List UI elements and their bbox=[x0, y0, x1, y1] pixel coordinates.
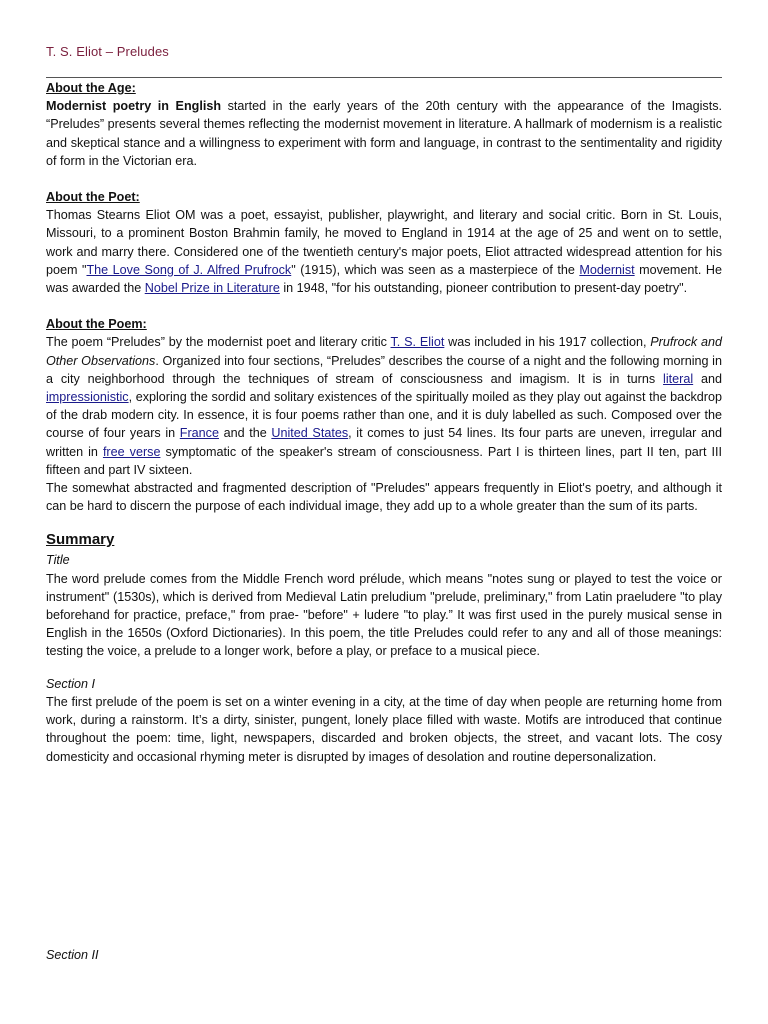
collection-title: Prufrock and Other Observations bbox=[46, 335, 722, 368]
link-modernist[interactable]: Modernist bbox=[579, 262, 635, 277]
spacer bbox=[46, 661, 722, 675]
age-bold-lead: Modernist poetry in English bbox=[46, 99, 222, 114]
link-ts-eliot[interactable]: T. S. Eliot bbox=[390, 335, 445, 350]
poem-text-6: and the bbox=[218, 426, 272, 441]
link-prufrock[interactable]: The Love Song of J. Alfred Prufrock bbox=[86, 262, 292, 277]
poet-text-1: Thomas Stearns Eliot OM was a poet, essayist, publisher, playwright, and literary and social critic. Born in St. Louis, Missouri, to a prominent Boston Brahmin family, he moved to England in 1914 at the age of 25 and went on to settle, work and marry there. Considered one of the twentieth century's major poets, Eliot attracted widespread attention for his poem " bbox=[46, 208, 722, 277]
poem-text-1: The poem “Preludes” by the modernist poet and literary critic bbox=[46, 335, 391, 350]
link-free-verse[interactable]: free verse bbox=[102, 444, 161, 459]
poem-text-3: . Organized into four sections, “Preludes” describes the course of a night and the following morning in a city neighborhood through the techniques of stream of consciousness and imagism. It is in turns bbox=[46, 353, 722, 386]
link-united-states[interactable]: United States bbox=[271, 426, 349, 441]
page-header-title: T. S. Eliot – Preludes bbox=[46, 44, 169, 59]
age-text: started in the early years of the 20th century with the appearance of the Imagists. “Preludes” presents several themes reflecting the modernist movement in literature. A hallmark of modernism is a realistic and skeptical stance and a willingness to experiment with form and language, in contrast to the sentimentality and rigidity of form in the Victorian era. bbox=[46, 99, 723, 168]
poem-paragraph-1 bbox=[46, 333, 722, 479]
poem-text-7: , it comes to just 54 lines. Its four parts are uneven, irregular and written in bbox=[46, 426, 722, 459]
poet-text-3: movement. He was awarded the bbox=[46, 262, 722, 296]
title-paragraph: The word prelude comes from the Middle French word prélude, which means "notes sung or played to test the voice or instrument" (1530s), which is derived from Medieval Latin preludium "prelude, preliminary," from Latin praeludere "to play beforehand for practice, preface," from prae- "before" + ludere "to play.” It was first used in the purely musical sense in English in the 1650s (Oxford Dictionaries). In this poem, the title Preludes could refer to any and all of those meanings: testing the voice, a prelude to a longer work, before a play, or preface to a musical piece. bbox=[46, 571, 722, 659]
age-paragraph bbox=[46, 97, 722, 170]
link-nobel-prize[interactable]: Nobel Prize in Literature bbox=[144, 281, 280, 296]
poem-paragraph-2: The somewhat abstracted and fragmented description of "Preludes" appears frequently in Eliot's poetry, and although it can be hard to discern the purpose of each individual image, they add up to a whole greater than the sum of its parts. bbox=[46, 481, 722, 514]
age-heading: About the Age: bbox=[46, 81, 136, 95]
section-1-subheading: Section I bbox=[46, 676, 96, 691]
poet-text-4: in 1948, "for his outstanding, pioneer contribution to present-day poetry". bbox=[279, 281, 688, 296]
poet-paragraph bbox=[46, 206, 722, 297]
summary-heading: Summary bbox=[46, 531, 115, 549]
header-divider bbox=[46, 77, 722, 78]
poet-heading: About the Poet: bbox=[46, 190, 140, 205]
section-1-paragraph: The first prelude of the poem is set on a winter evening in a city, at the time of day when people are returning home from work, during a rainstorm. It’s a dirty, sinister, pungent, lonely place filled with waste. Motifs are introduced that continue throughout the poem: time, light, newspapers, discarded and broken objects, the street, and vacant lots. The cosy domesticity and occasional rhyming meter is disrupted by images of desolation and routine depersonalization. bbox=[46, 694, 722, 764]
poem-text-8: symptomatic of the speaker's stream of consciousness. Part I is thirteen lines, part II ten, part III fifteen and part IV sixteen. bbox=[46, 444, 722, 477]
link-literal[interactable]: literal bbox=[663, 371, 694, 386]
spacer bbox=[46, 515, 722, 529]
link-france[interactable]: France bbox=[179, 426, 219, 441]
link-impressionistic[interactable]: impressionistic bbox=[46, 390, 129, 405]
spacer bbox=[46, 297, 722, 315]
section-2-subheading: Section II bbox=[46, 948, 99, 962]
poem-text-5: , exploring the sordid and solitary existences of the spiritually moiled as they play out against the backdrop of the drab modern city. In essence, it is four poems rather than one, and it is duly labelled as such. Composed over the course of four years in bbox=[46, 390, 722, 441]
title-subheading: Title bbox=[46, 553, 70, 568]
poem-text-2: was included in his 1917 collection, bbox=[444, 335, 651, 350]
poem-text-4: and bbox=[693, 371, 723, 386]
poem-heading: About the Poem: bbox=[46, 317, 147, 332]
document-body bbox=[46, 79, 722, 766]
spacer bbox=[46, 170, 722, 188]
poet-text-2: " (1915), which was seen as a masterpiece of the bbox=[291, 262, 580, 277]
